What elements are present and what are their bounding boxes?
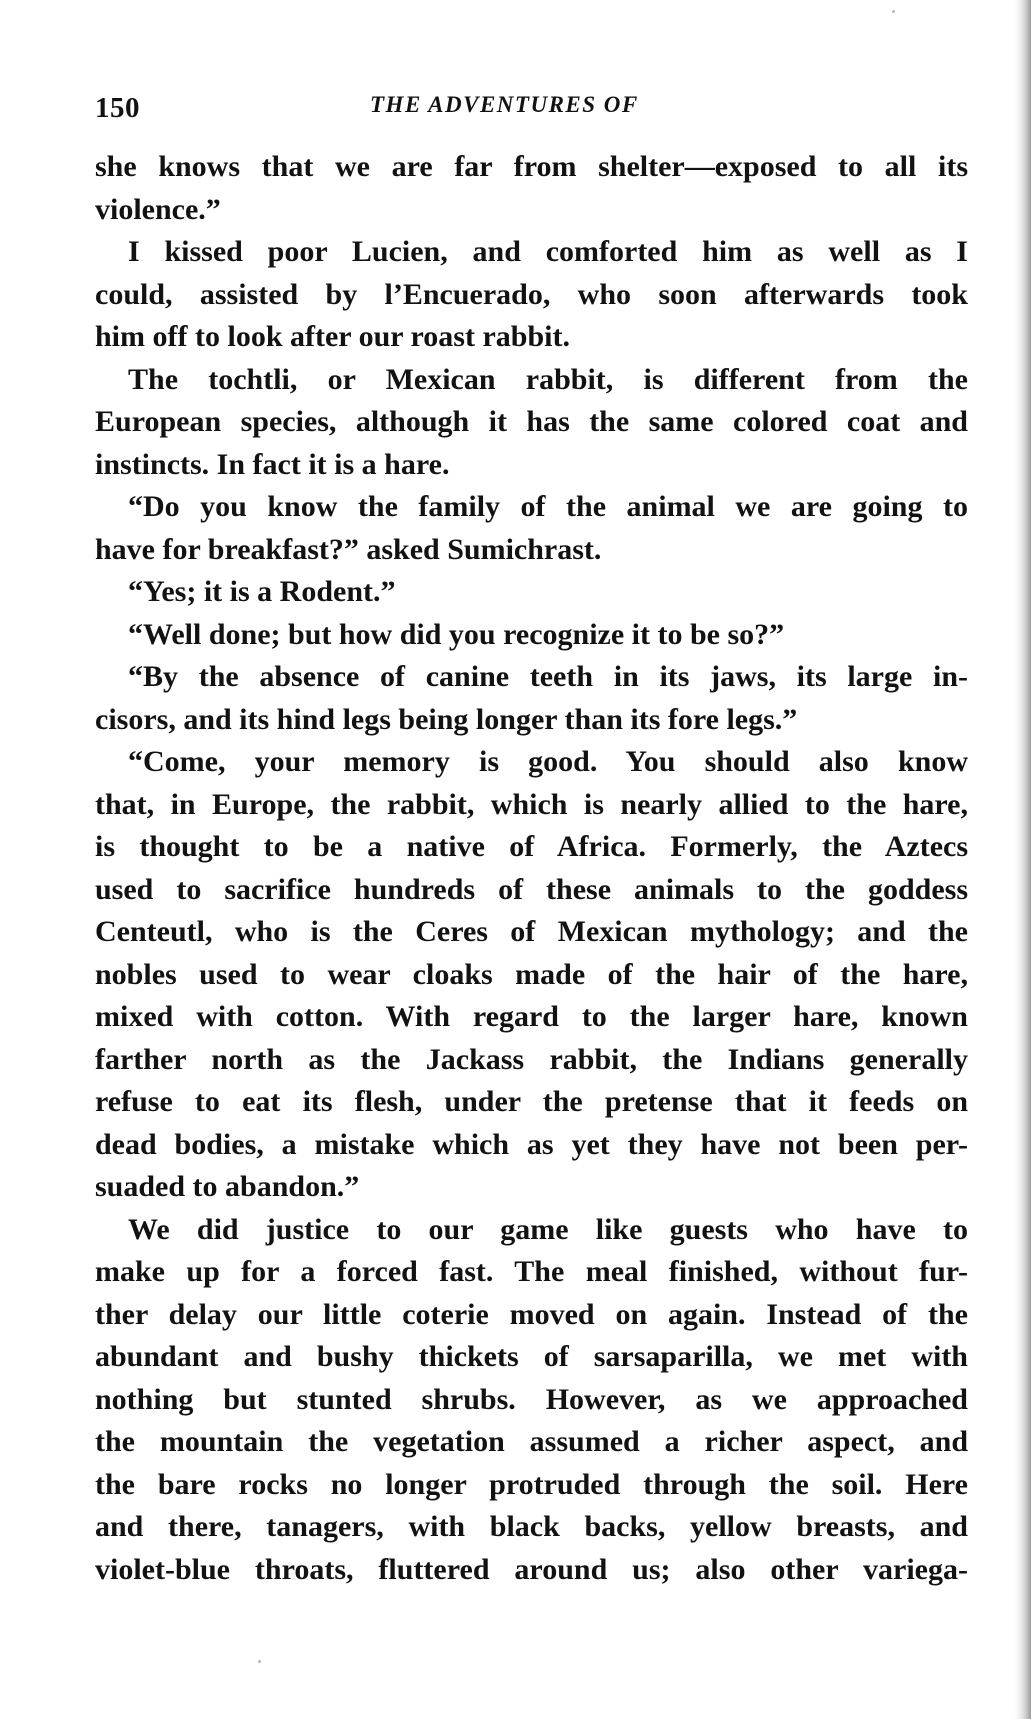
text-line: make up for a forced fast. The meal finished, without fur- — [95, 1255, 968, 1288]
text-line: mixed with cotton. With regard to the larger hare, known — [95, 1000, 968, 1033]
text-line: and there, tanagers, with black backs, yellow breasts, and — [95, 1510, 968, 1543]
text-line: is thought to be a native of Africa. Formerly, the Aztecs — [95, 830, 968, 863]
body-text — [95, 146, 968, 1591]
page-header — [95, 92, 970, 132]
text-line: she knows that we are far from shelter—exposed to all its — [95, 150, 968, 183]
text-line: abundant and bushy thickets of sarsaparilla, we met with — [95, 1340, 968, 1373]
text-line: the mountain the vegetation assumed a richer aspect, and — [95, 1425, 968, 1458]
text-line: violence.” — [95, 192, 221, 226]
paper-speck — [892, 10, 895, 13]
text-line: Centeutl, who is the Ceres of Mexican mythology; and the — [95, 915, 968, 948]
text-line: European species, although it has the same colored coat and — [95, 405, 968, 438]
text-line: nobles used to wear cloaks made of the hair of the hare, — [95, 957, 968, 991]
text-line: farther north as the Jackass rabbit, the Indians generally — [95, 1042, 968, 1076]
text-line: could, assisted by l’Encuerado, who soon afterwards took — [95, 277, 968, 311]
text-line: that, in Europe, the rabbit, which is nearly allied to the hare, — [95, 787, 968, 821]
text-line: “Do you know the family of the animal we are going to — [128, 490, 968, 523]
page-number: 150 — [95, 92, 140, 124]
text-line: used to sacrifice hundreds of these animals to the goddess — [95, 872, 968, 906]
page-edge-shadow — [1015, 0, 1031, 1719]
text-line: instincts. In fact it is a hare. — [95, 447, 450, 481]
text-line: The tochtli, or Mexican rabbit, is different from the — [128, 362, 968, 396]
text-line: nothing but stunted shrubs. However, as we approached — [95, 1382, 968, 1416]
text-line: “Well done; but how did you recognize it to be so?” — [128, 617, 785, 651]
text-line: I kissed poor Lucien, and comforted him as well as I — [128, 235, 968, 268]
text-line: ther delay our little coterie moved on again. Instead of the — [95, 1297, 968, 1331]
text-line: him off to look after our roast rabbit. — [95, 320, 570, 353]
text-line: have for breakfast?” asked Sumichrast. — [95, 532, 602, 566]
text-line: cisors, and its hind legs being longer than its fore legs.” — [95, 702, 798, 736]
text-line: We did justice to our game like guests who have to — [128, 1212, 968, 1246]
text-line: “Yes; it is a Rodent.” — [128, 575, 396, 608]
text-line: the bare rocks no longer protruded through the soil. Here — [95, 1467, 968, 1501]
text-line: suaded to abandon.” — [95, 1170, 360, 1203]
text-line: “By the absence of canine teeth in its jaws, its large in- — [128, 660, 968, 693]
text-line: dead bodies, a mistake which as yet they have not been per- — [95, 1127, 968, 1161]
text-line: “Come, your memory is good. You should also know — [128, 745, 968, 778]
text-line: violet-blue throats, fluttered around us; also other variega- — [95, 1552, 968, 1586]
paper-speck — [258, 1660, 261, 1663]
running-title: THE ADVENTURES OF — [370, 92, 639, 117]
text-line: refuse to eat its flesh, under the pretense that it feeds on — [95, 1085, 968, 1118]
